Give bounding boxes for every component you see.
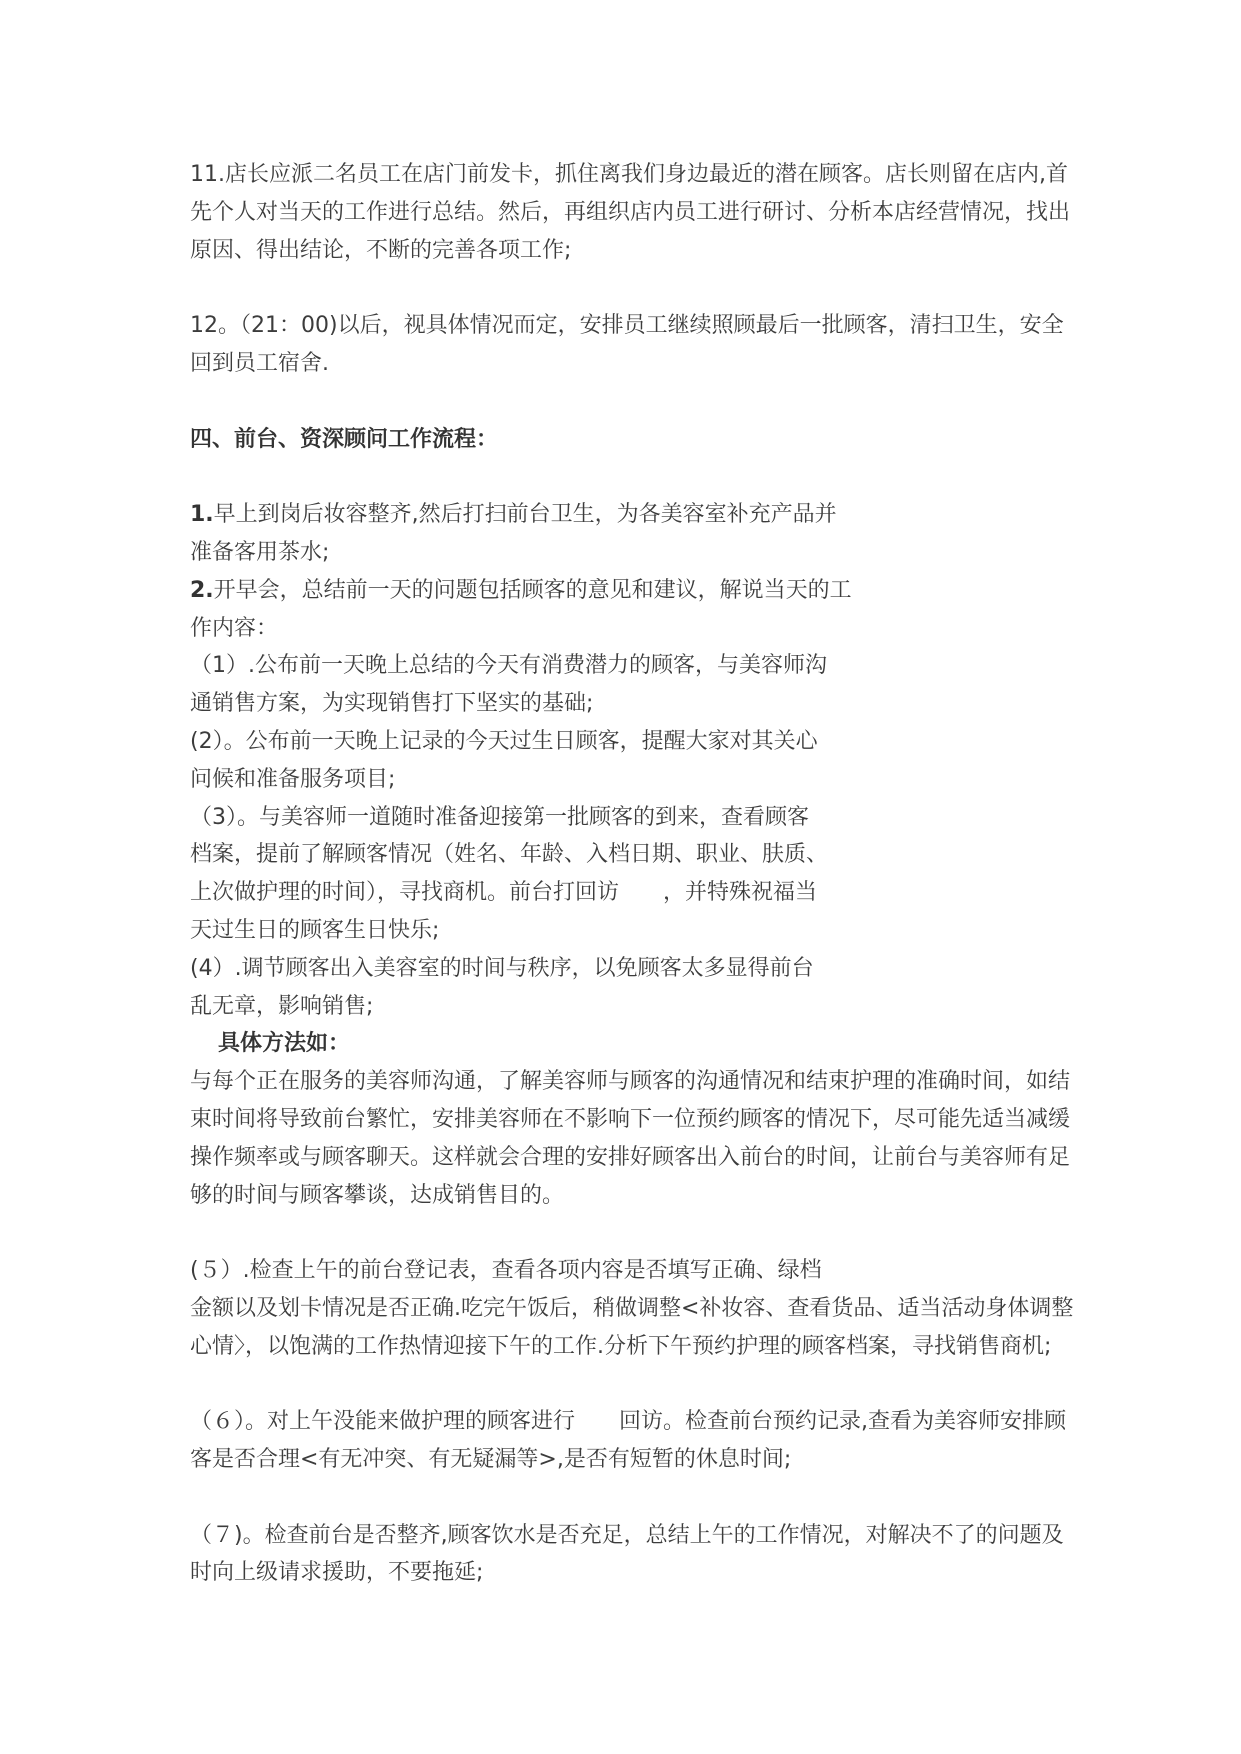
text-line: 操作频率或与顾客聊天。这样就会合理的安排好顾客出入前台的时间，让前台与美容师有足 [190, 1144, 1071, 1170]
text-line: 够的时间与顾客攀谈，达成销售目的。 [190, 1182, 565, 1208]
text-line [190, 496, 1190, 534]
paragraph-workflow-steps [190, 496, 1241, 1214]
text-line: （６）。对上午没能来做护理的顾客进行 回访。检查前台预约记录,查看为美容师安排顾 [190, 1409, 1066, 1435]
text-line: 天过生日的顾客生日快乐; [190, 917, 440, 943]
paragraph-item-7 [190, 1517, 1241, 1593]
step-text: 开早会，总结前一天的问题包括顾客的意见和建议，解说当天的工 [213, 577, 852, 603]
text-line: 12。（21：00)以后，视具体情况而定，安排员工继续照顾最后一批顾客，清扫卫生，安全 [190, 313, 1064, 339]
step-number: 2. [190, 577, 214, 603]
text-line: 档案，提前了解顾客情况（姓名、年龄、入档日期、职业、肤质、 [190, 842, 829, 868]
step-number: 1. [190, 502, 214, 528]
section-heading: 四、前台、资深顾问工作流程： [190, 426, 499, 452]
text-line: 金额以及划卡情况是否正确.吃完午饭后，稍做调整<补妆容、查看货品、适当活动身体调整 [190, 1295, 1074, 1321]
text-line: （７)。检查前台是否整齐,顾客饮水是否充足，总结上午的工作情况，对解决不了的问题及 [190, 1522, 1064, 1548]
step-text: 早上到岗后妆容整齐,然后打扫前台卫生，为各美容室补充产品并 [213, 502, 837, 528]
paragraph-item-6 [190, 1403, 1241, 1479]
text-line: 11.店长应派二名员工在店门前发卡，抓住离我们身边最近的潜在顾客。店长则留在店内,首 [190, 162, 1068, 187]
text-line: 原因、得出结论，不断的完善各项工作; [190, 237, 572, 263]
text-line: 客是否合理<有无冲突、有无疑漏等>,是否有短暂的休息时间; [190, 1447, 792, 1473]
text-line: 准备客用茶水; [190, 539, 330, 565]
text-line: （1）.公布前一天晚上总结的今天有消费潜力的顾客，与美容师沟 [190, 653, 827, 679]
section-heading-block [190, 421, 1241, 459]
text-line: 与每个正在服务的美容师沟通，了解美容师与顾客的沟通情况和结束护理的准确时间，如结 [190, 1069, 1071, 1095]
text-line: 心情〉，以饱满的工作热情迎接下午的工作.分析下午预约护理的顾客档案，寻找销售商机; [190, 1333, 1052, 1359]
text-line: 回到员工宿舍. [190, 350, 329, 376]
text-line: 乱无章，影响销售; [190, 993, 374, 1019]
text-line: 问候和准备服务项目; [190, 766, 396, 792]
paragraph-item-5 [190, 1252, 1241, 1365]
text-line: 上次做护理的时间），寻找商机。前台打回访 ，并特殊祝福当 [190, 880, 818, 906]
paragraph-item-11 [190, 156, 1241, 269]
text-line: 作内容： [190, 615, 279, 641]
text-line: 先个人对当天的工作进行总结。然后，再组织店内员工进行研讨、分析本店经营情况，找出 [190, 199, 1071, 225]
text-line: (4）.调节顾客出入美容室的时间与秩序，以免顾客太多显得前台 [190, 955, 814, 981]
text-line: (2）。公布前一天晚上记录的今天过生日顾客，提醒大家对其关心 [190, 728, 818, 754]
subheading-method: 具体方法如： [218, 1031, 351, 1057]
text-line: 时向上级请求援助，不要拖延; [190, 1560, 484, 1586]
text-line: (５）.检查上午的前台登记表，查看各项内容是否填写正确、绿档 [190, 1258, 822, 1284]
text-line [190, 572, 1190, 610]
paragraph-item-12 [190, 307, 1241, 383]
text-line: （3）。与美容师一道随时准备迎接第一批顾客的到来，查看顾客 [190, 804, 809, 830]
text-line: 通销售方案，为实现销售打下坚实的基础; [190, 691, 594, 717]
text-line: 束时间将导致前台繁忙，安排美容师在不影响下一位预约顾客的情况下，尽可能先适当减缓 [190, 1106, 1071, 1132]
